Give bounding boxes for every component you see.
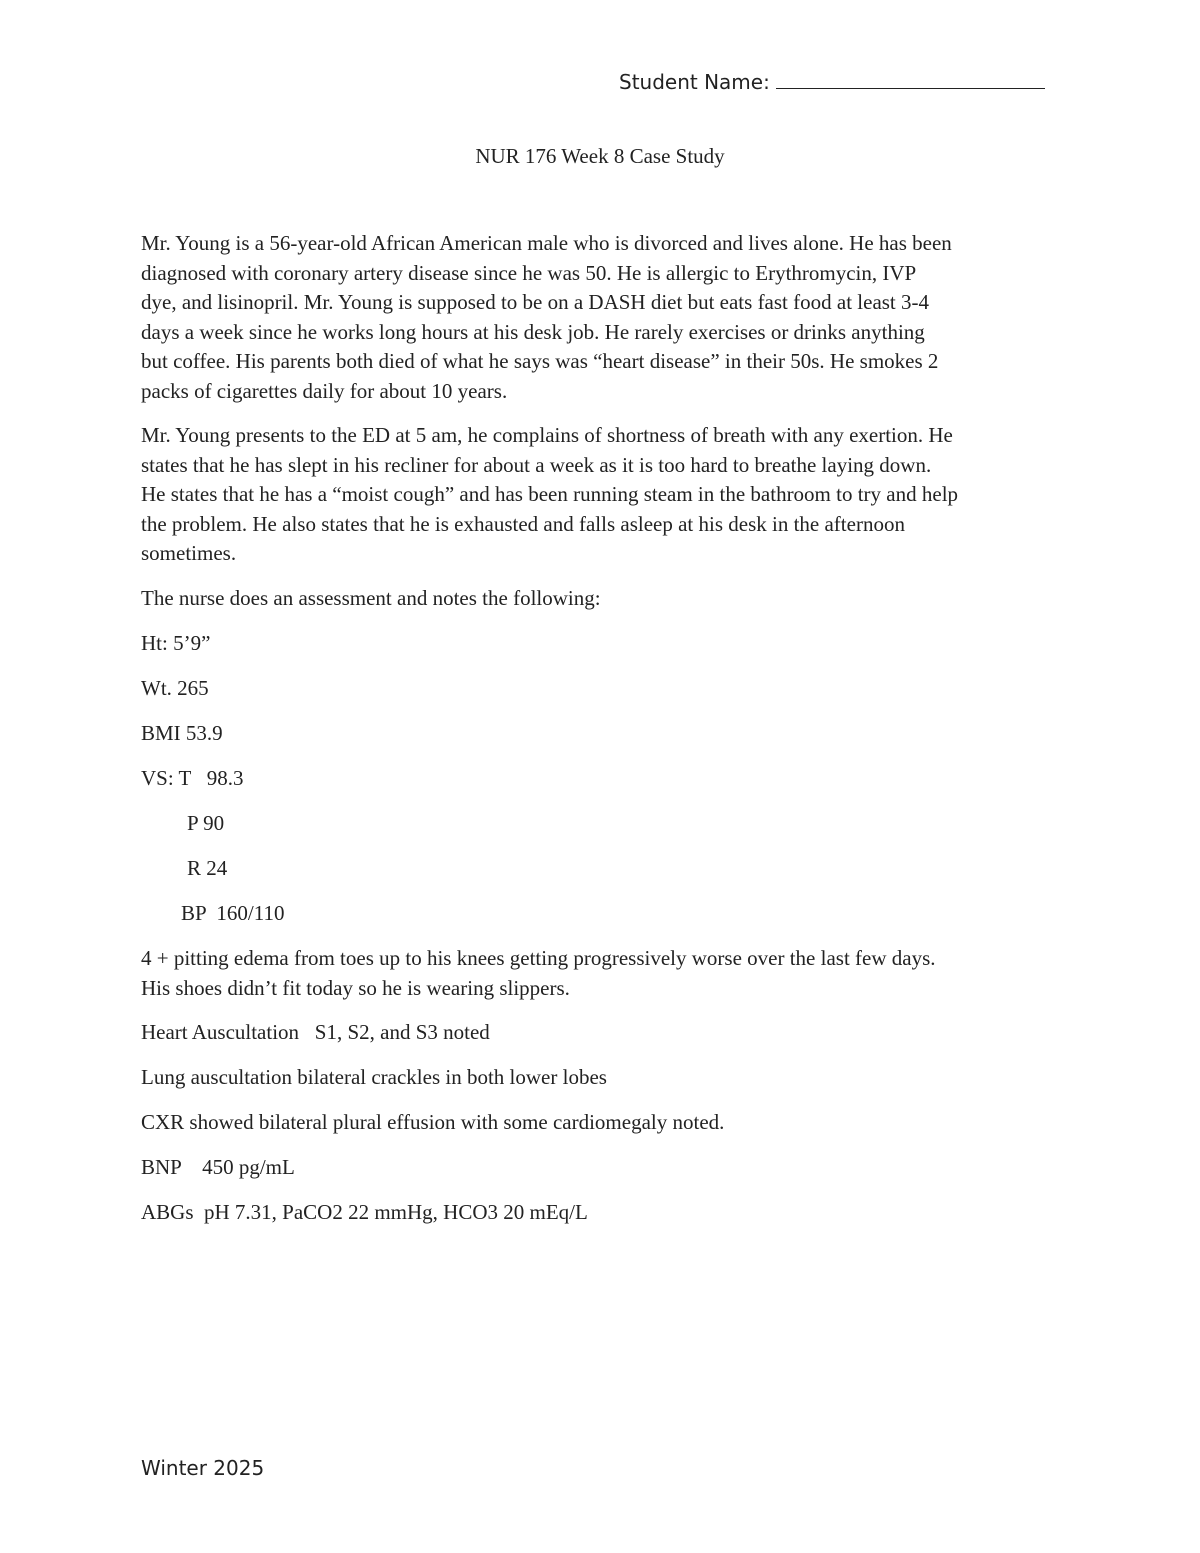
vital-signs-pulse: P 90 [187,811,225,835]
student-name-blank-line[interactable] [776,72,1045,89]
cxr-line: CXR showed bilateral plural effusion with some cardiomegaly noted. [141,1110,725,1135]
document-title: NUR 176 Week 8 Case Study [475,144,725,168]
student-name-label: Student Name: [619,70,770,94]
bnp-line: BNP 450 pg/mL [141,1155,295,1180]
vital-signs-temp: VS: T 98.3 [141,765,244,790]
presentation-paragraph: Mr. Young presents to the ED at 5 am, he complains of shortness of breath with any exertion. He states that he has slept in his recliner for about a week as it is too hard to breathe laying down. He states that he has a “moist cough” and has been running steam in the bathroom to try and help the problem. He also states that he is exhausted and falls asleep at his desk in the afternoon sometimes. [141,423,959,566]
lung-auscultation-line: Lung auscultation bilateral crackles in both lower lobes [141,1065,607,1090]
heart-auscultation-line: Heart Auscultation S1, S2, and S3 noted [141,1019,490,1044]
height-line: Ht: 5’9” [141,630,211,655]
vital-signs-resp: R 24 [187,856,228,881]
assessment-intro: The nurse does an assessment and notes the following: [141,585,601,610]
abgs-line: ABGs pH 7.31, PaCO2 22 mmHg, HCO3 20 mEq/L [141,1200,588,1225]
document-body [141,229,1071,1243]
footer-term: Winter 2025 [141,1456,265,1480]
history-paragraph: Mr. Young is a 56-year-old African American male who is divorced and lives alone. He has been diagnosed with coronary artery disease since he was 50. He is allergic to Erythromycin, IVP dye, and lisinopril. Mr. Young is supposed to be on a DASH diet but eats fast food at least 3-4 days a week since he works long hours at his desk job. He rarely exercises or drinks anything but coffee. His parents both died of what he says was “heart disease” in their 50s. He smokes 2 packs of cigarettes daily for about 10 years. [141,231,952,403]
student-name-field [619,70,1045,94]
vital-signs-bp: BP 160/110 [181,901,285,926]
weight-line: Wt. 265 [141,675,209,700]
edema-paragraph: 4 + pitting edema from toes up to his knees getting progressively worse over the last few days. His shoes didn’t fit today so he is wearing slippers. [141,946,936,1000]
bmi-line: BMI 53.9 [141,720,223,745]
